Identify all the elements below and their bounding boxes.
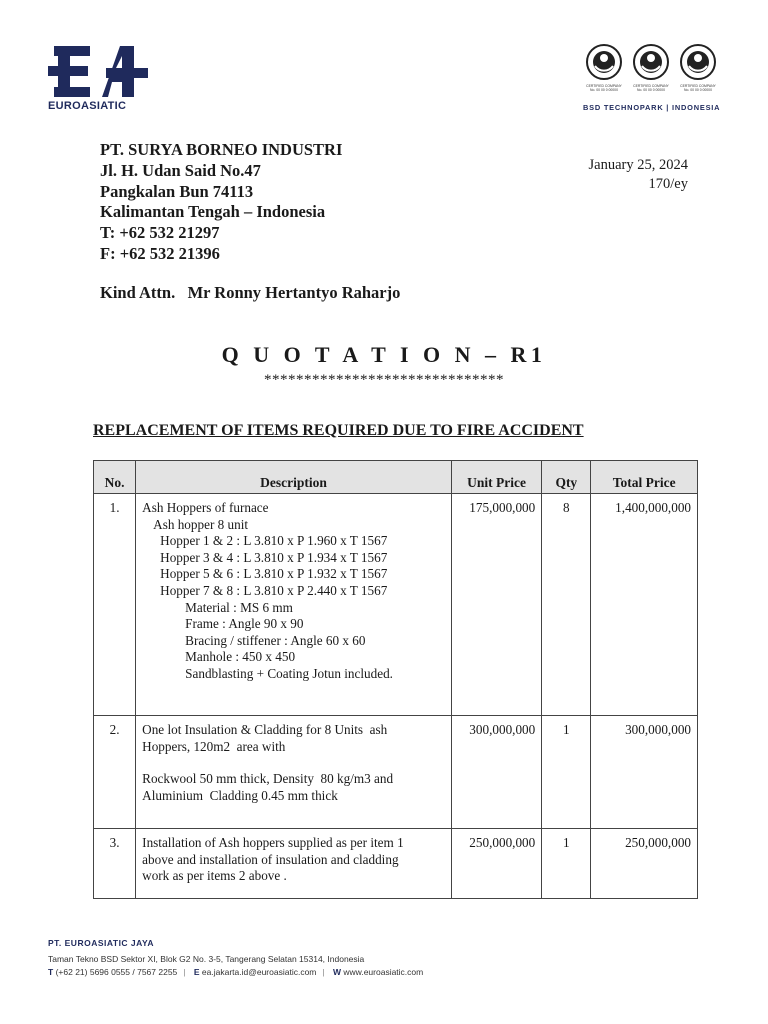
attention-line: Kind Attn. Mr Ronny Hertantyo Raharjo bbox=[100, 283, 401, 302]
recipient-region: Kalimantan Tengah – Indonesia bbox=[100, 202, 326, 222]
description-line: Hoppers, 120m2 area with bbox=[142, 738, 286, 754]
subject-heading: REPLACEMENT OF ITEMS REQUIRED DUE TO FIRE ACCIDENT bbox=[93, 422, 584, 439]
description-line: Material : MS 6 mm bbox=[185, 599, 293, 615]
title-underline-stars: ****************************** bbox=[264, 372, 504, 388]
certification-badges bbox=[584, 44, 720, 96]
logo-wordmark: EUROASIATIC bbox=[48, 100, 127, 112]
description-line: Hopper 5 & 6 : L 3.810 x P 1.932 x T 1567 bbox=[160, 566, 388, 582]
description-line: Installation of Ash hoppers supplied as per item 1 bbox=[142, 835, 404, 850]
table-row bbox=[94, 494, 698, 716]
row-qty: 8 bbox=[542, 494, 591, 716]
recipient-company: PT. SURYA BORNEO INDUSTRI bbox=[100, 140, 343, 159]
header-total-price: Total Price bbox=[591, 461, 698, 494]
footer-phone: (+62 21) 5696 0555 / 7567 2255 bbox=[55, 967, 178, 977]
description-line: Manhole : 450 x 450 bbox=[185, 649, 296, 665]
row-description bbox=[136, 829, 452, 899]
certification-badge-2 bbox=[631, 44, 671, 92]
letter-reference: 170/ey bbox=[648, 176, 688, 192]
tuv-nord-seal-icon bbox=[586, 44, 622, 80]
footer-contact-line bbox=[48, 967, 423, 977]
row-number: 2. bbox=[94, 716, 136, 829]
row-total-price: 300,000,000 bbox=[591, 716, 698, 829]
row-qty: 1 bbox=[542, 829, 591, 899]
description-line: work as per items 2 above . bbox=[142, 868, 287, 884]
euroasiatic-logo-icon bbox=[48, 44, 148, 99]
quotation-table bbox=[93, 460, 698, 899]
description-line: Bracing / stiffener : Angle 60 x 60 bbox=[185, 632, 366, 648]
description-spacer bbox=[142, 755, 445, 771]
certification-caption: CERTIFIED COMPANY No. 00 00 0 00000 bbox=[586, 84, 622, 92]
description-line: One lot Insulation & Cladding for 8 Units ash bbox=[142, 722, 388, 737]
row-total-price: 250,000,000 bbox=[591, 829, 698, 899]
row-qty: 1 bbox=[542, 716, 591, 829]
date-reference-block bbox=[589, 156, 688, 194]
row-number: 3. bbox=[94, 829, 136, 899]
phone-label: T bbox=[48, 967, 54, 977]
footer-email: ea.jakarta.id@euroasiatic.com bbox=[201, 967, 317, 977]
footer-website: www.euroasiatic.com bbox=[343, 967, 424, 977]
description-line: Ash Hoppers of furnace bbox=[142, 500, 269, 515]
row-unit-price: 250,000,000 bbox=[451, 829, 541, 899]
header-description: Description bbox=[136, 461, 452, 494]
description-line: Hopper 1 & 2 : L 3.810 x P 1.960 x T 1567 bbox=[160, 533, 388, 549]
header-no: No. bbox=[94, 461, 136, 494]
description-line: Aluminium Cladding 0.45 mm thick bbox=[142, 787, 338, 803]
web-label: W bbox=[332, 967, 342, 977]
header-qty: Qty bbox=[542, 461, 591, 494]
row-total-price: 1,400,000,000 bbox=[591, 494, 698, 716]
row-description bbox=[136, 494, 452, 716]
description-line: Rockwool 50 mm thick, Density 80 kg/m3 and bbox=[142, 771, 394, 787]
description-line: Hopper 7 & 8 : L 3.810 x P 2.440 x T 1567 bbox=[160, 582, 388, 598]
recipient-street: Jl. H. Udan Said No.47 bbox=[100, 160, 261, 180]
certification-badge-1 bbox=[584, 44, 624, 92]
row-description bbox=[136, 716, 452, 829]
certification-badge-3 bbox=[678, 44, 718, 92]
letterhead-footer bbox=[48, 938, 423, 977]
header-unit-price: Unit Price bbox=[451, 461, 541, 494]
separator: | bbox=[183, 967, 186, 977]
tuv-nord-seal-icon bbox=[633, 44, 669, 80]
recipient-city: Pangkalan Bun 74113 bbox=[100, 181, 254, 201]
tuv-nord-seal-icon bbox=[680, 44, 716, 80]
row-unit-price: 175,000,000 bbox=[451, 494, 541, 716]
separator: | bbox=[322, 967, 325, 977]
footer-address: Taman Tekno BSD Sektor XI, Blok G2 No. 3-5, Tangerang Selatan 15314, Indonesia bbox=[48, 954, 365, 964]
table-header-row bbox=[94, 461, 698, 494]
document-title: Q U O T A T I O N – R1 bbox=[221, 342, 547, 367]
table-row bbox=[94, 829, 698, 899]
row-unit-price: 300,000,000 bbox=[451, 716, 541, 829]
description-line: Ash hopper 8 unit bbox=[153, 516, 249, 532]
description-line: Hopper 3 & 4 : L 3.810 x P 1.934 x T 1567 bbox=[160, 549, 388, 565]
row-number: 1. bbox=[94, 494, 136, 716]
recipient-fax: F: +62 532 21396 bbox=[100, 243, 220, 263]
footer-company-name: PT. EUROASIATIC JAYA bbox=[48, 938, 155, 948]
certification-caption: CERTIFIED COMPANY No. 00 00 0 00000 bbox=[633, 84, 669, 92]
table-row bbox=[94, 716, 698, 829]
letter-date: January 25, 2024 bbox=[588, 157, 688, 173]
recipient-phone: T: +62 532 21297 bbox=[100, 223, 220, 243]
description-line: above and installation of insulation and cladding bbox=[142, 851, 399, 867]
recipient-address bbox=[100, 140, 342, 265]
description-line: Frame : Angle 90 x 90 bbox=[185, 616, 304, 632]
description-line: Sandblasting + Coating Jotun included. bbox=[185, 665, 393, 681]
certification-caption: CERTIFIED COMPANY No. 00 00 0 00000 bbox=[680, 84, 716, 92]
office-location: BSD TECHNOPARK | INDONESIA bbox=[583, 103, 721, 112]
email-label: E bbox=[193, 967, 200, 977]
